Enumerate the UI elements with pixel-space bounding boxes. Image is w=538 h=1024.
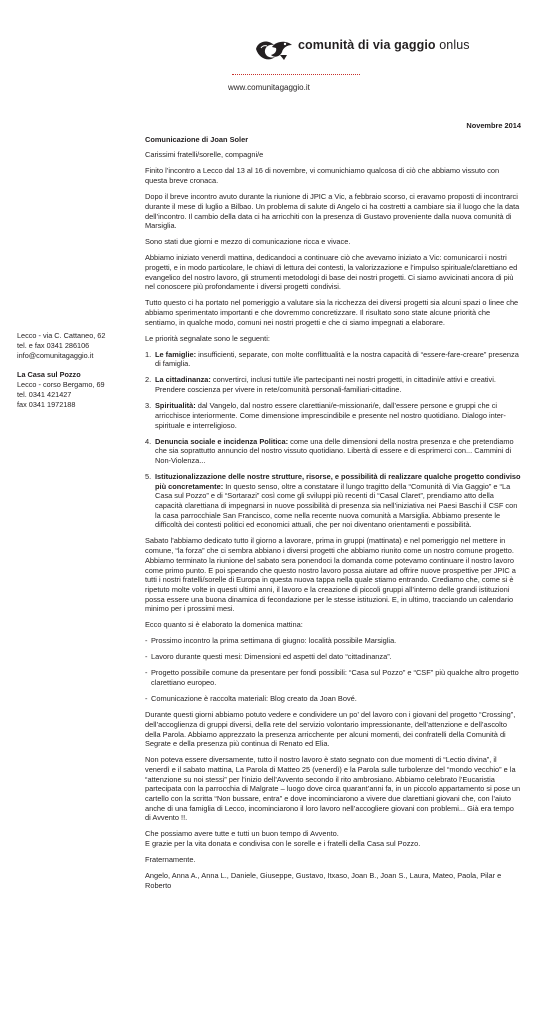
casa-fax: fax 0341 1972188: [17, 400, 76, 409]
sunday-item-text: Progetto possibile comune da presentare per fondi possibili: “Casa sul Pozzo” e “CSF” più qualche altro progetto clarettiano europeo.: [151, 668, 519, 688]
priority-text: dal Vangelo, dal nostro essere clarettiani/e-missionari/e, dall’essere persone e gruppi che ci arricchisce interiormente. Come dimensione imprescindibile e presente nel nostro quotidiano. Dialogo inter-spirituale e interreligioso.: [155, 401, 506, 430]
paragraph: Non poteva essere diversamente, tutto il nostro lavoro è stato segnato con due momenti di “Lectio divina”, il venerdì e il sabato mattina, La Parola di Matteo 25 (venerdì) e la Parola sulle turbolenze del “mondo vecchio” e la “attenzione su noi stessi” per l’inizio dell’Avvento secondo il rito ambrosiano. Abbiamo celebrato l’Eucaristia partecipata con la parrocchia di Malgrate – luogo dove circa quarant’anni fa, in un piccolo appartamento si pose un cartello con la scritta “Non bussare, entra” e dove incominciarono a vivere due clarettiani giovani che, con l’aiuto anche di una famiglia di Lecco, incominciarono il loro lavoro nell’accogliere giovani con problemi... Già era tempo di Avvento !!.: [145, 755, 521, 823]
sunday-item: - Progetto possibile comune da presentare per fondi possibili: “Casa sul Pozzo” e “CSF” più qualche altro progetto clarettiano europeo.: [145, 668, 521, 687]
sunday-item: - Lavoro durante questi mesi: Dimensioni ed aspetti del dato “cittadinanza”.: [145, 652, 392, 662]
priority-lead: La cittadinanza:: [155, 375, 211, 385]
priority-lead: Denuncia sociale e incidenza Politica:: [155, 436, 289, 446]
priority-text: convertirci, inclusi tutti/e i/le partecipanti nei nostri progetti, in cittadini/e attivi e creativi. Prendere coscienza per vivere in rete/comunità personali-familiari-cittadine.: [155, 375, 496, 395]
signatories: Angelo, Anna A., Anna L., Daniele, Giuseppe, Gustavo, Itxaso, Joan B., Joan S., Laura, Mateo, Paola, Pilar e Roberto: [145, 871, 502, 890]
paragraph: Tutto questo ci ha portato nel pomeriggio a valutare sia la ricchezza dei diversi progetti sia alcuni spazi o linee che abbiamo sperimentato importanti e che dovremmo concretizzare. Il risultato sono state alcune priorità che sentiamo, in qualche modo, comuni nei nostri progetti e che ci siamo impegnati a elaborare.: [145, 298, 519, 327]
priority-list: [145, 350, 521, 530]
priority-lead: Le famiglie:: [155, 349, 197, 359]
address-line: Lecco - via C. Cattaneo, 62: [17, 331, 106, 340]
paragraph: Sono stati due giorni e mezzo di comunicazione ricca e vivace.: [145, 237, 351, 247]
priority-lead: Istituzionalizzazione delle nostre strutture, risorse, e possibilità di realizzare qualche progetto condiviso più concretamente:: [155, 471, 521, 491]
bird-fish-logo-icon: [252, 35, 294, 63]
priority-item: [145, 401, 521, 430]
sunday-item-text: Lavoro durante questi mesi: Dimensioni ed aspetti del dato “cittadinanza”.: [151, 652, 392, 662]
priority-number: 4.: [145, 436, 152, 446]
letter-date: Novembre 2014: [466, 121, 521, 130]
casa-phone: tel. 0341 421427: [17, 390, 72, 399]
brand-suffix: onlus: [439, 38, 470, 52]
casa-address: Lecco - corso Bergamo, 69: [17, 380, 105, 389]
letterhead: [0, 0, 538, 100]
website-url[interactable]: www.comunitagaggio.it: [228, 83, 310, 92]
priority-text: insufficienti, separate, con molte conflittualità e la nostra capacità di “essere-fare-creare” presenza di famiglia.: [155, 349, 519, 369]
priority-number: 3.: [145, 401, 152, 411]
priority-item: [145, 350, 521, 369]
sunday-item-text: Comunicazione è raccolta materiali: Blog creato da Joan Bové.: [151, 694, 357, 704]
priority-text: come una delle dimensioni della nostra presenza e che pretendiamo che sia soprattutto annuncio del nostro vissuto quotidiano. Libertà di essere e di esprimerci con... Cammini di Non-Violenza...: [155, 436, 514, 465]
closing-wish: Che possiamo avere tutte e tutti un buon tempo di Avvento. E grazie per la vita donata e condivisa con le sorelle e i fratelli della Casa sul Pozzo.: [145, 829, 421, 849]
sunday-item: - Prossimo incontro la prima settimana di giugno: località possibile Marsiglia.: [145, 636, 397, 646]
priority-number: 2.: [145, 375, 152, 385]
sidebar-contacts: [17, 331, 127, 410]
casa-title: La Casa sul Pozzo: [17, 370, 81, 379]
paragraph: Finito l’incontro a Lecco dal 13 al 16 di novembre, vi comunichiamo qualcosa di ciò che abbiamo vissuto con questa breve cronaca.: [145, 166, 500, 186]
letter-title: Comunicazione di Joan Soler: [145, 134, 249, 144]
email-link[interactable]: info@comunitagaggio.it: [17, 351, 94, 360]
sign-off: Fraternamente.: [145, 855, 196, 865]
brand-name: comunità di via gaggio onlus: [298, 38, 470, 52]
greeting: Carissimi fratelli/sorelle, compagni/e: [145, 150, 264, 160]
paragraph: Sabato l’abbiamo dedicato tutto il giorno a lavorare, prima in gruppi (mattinata) e nel pomeriggio nel mettere in comune, “la forza” che ci sembra abbiano i diversi progetti che abbiamo riunito come un nostro comune progetto. Abbiamo terminato la riunione del sabato sera ponendoci la domanda come potevamo continuare il nostro lavoro come primo punto. E poi sperando che questo nostro lavoro possa aiutare ad offrire nuove prospettive per JPIC a tutti i nostri fratelli/sorelle di Europa in questa nuova tappa nella quale stiamo entrando. Crediamo che, come si è ripetuto molte volte in questi ultimi anni, il lavoro e la creazione di piccoli gruppi all’interno delle grandi istituzioni possa essere una buona dinamica di fecondazione per le stesse istituzioni. E, in ultimo, tracciando un calendario minimo per i prossimi mesi.: [145, 536, 516, 614]
priority-number: 5.: [145, 471, 152, 481]
priority-item: [145, 437, 521, 466]
header-divider: [232, 74, 360, 75]
priority-lead: Spiritualità:: [155, 401, 196, 411]
priority-text: In questo senso, oltre a constatare il lungo tragitto della “Comunità di Via Gaggio” e “La Casa sul Pozzo” e di “Sortarazi” così come gli sviluppi più recenti di “Casal Claret”, prendiamo atto della capacità clarettiana di impegnarsi in nuove possibilità di presenza sia nell’iniziativa nei Paesi Baschi il CSF con la casa parrocchiale San Francisco, come nella recente nuova comunità a Marsiglia. Abbiamo presente le difficoltà dei contesti politici ed economici attuali, che per noi diventano orientamenti e possibilità.: [155, 481, 518, 530]
priority-item: [145, 375, 521, 394]
paragraph: Durante questi giorni abbiamo potuto vedere e condividere un po’ del lavoro con i giovani del progetto “Crossing”, dell’accoglienza di gruppi diversi, della rete del servizio volontario impressionante, dell’attenzione e dell’ascolto della Parola. Abbiamo apprezzato la presenza arricchente per alcuni momenti, dei confratelli della Comunità di Segrate e della presenza più continua di Renato ed Elia.: [145, 710, 516, 749]
priority-number: 1.: [145, 349, 152, 359]
letter-body: [145, 121, 521, 897]
paragraph: Le priorità segnalate sono le seguenti:: [145, 333, 270, 343]
phone-line: tel. e fax 0341 286106: [17, 341, 90, 350]
sunday-item-text: Prossimo incontro la prima settimana di giugno: località possibile Marsiglia.: [151, 636, 397, 646]
paragraph: Abbiamo iniziato venerdì mattina, dedicandoci a continuare ciò che avevamo iniziato a Vic: comunicarci i nostri progetti, e in modo particolare, le chiavi di lettura dei contesti, la valorizzazione e l’impulso spirituale/clarettiano ed evangelico del nostro lavoro, gli strumenti metodologi di base dei nostri progetti. Ci siamo avvicinati ancora di più nel conoscere più profondamente i diversi progetti condivisi.: [145, 253, 518, 292]
sunday-item: - Comunicazione è raccolta materiali: Blog creato da Joan Bové.: [145, 694, 357, 704]
paragraph: Dopo il breve incontro avuto durante la riunione di JPIC a Vic, a febbraio scorso, ci eravamo proposti di incontrarci durante il mese di luglio a Bilbao. Un problema di salute di Angelo ci ha costretti a cambiare sia il luogo che la data dell’incontro. Il cambio della data ci ha arricchiti con la presenza di Gustavo proveniente dalla nuova comunità di Marsiglia.: [145, 192, 520, 231]
paragraph: Ecco quanto si è elaborato la domenica mattina:: [145, 620, 303, 630]
priority-item: [145, 472, 521, 530]
